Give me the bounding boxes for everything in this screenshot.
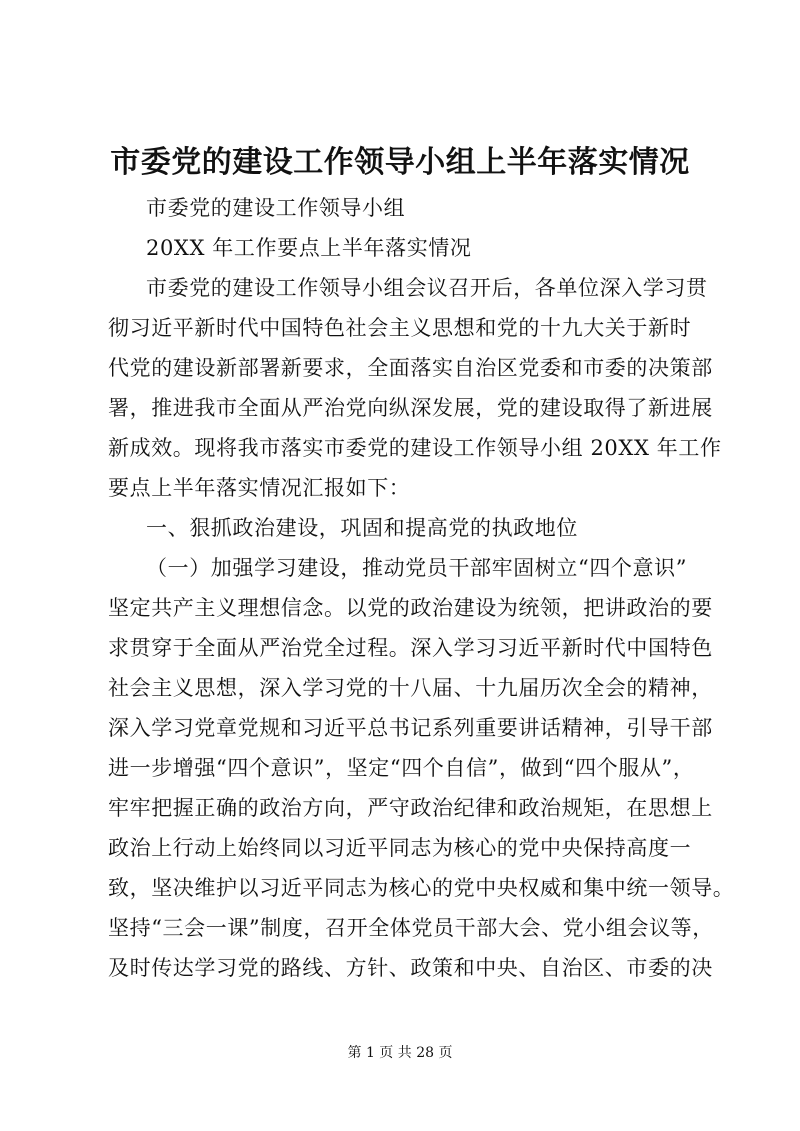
body-line: 要点上半年落实情况汇报如下： [108,476,411,500]
subsection-heading: （一）加强学习建设，推动党员干部牢固树立“四个意识” [146,556,688,580]
document-title: 市委党的建设工作领导小组上半年落实情况 [110,145,690,180]
body-line: 市委党的建设工作领导小组会议召开后，各单位深入学习贯 [146,276,708,300]
body-line: 进一步增强“四个意识”，坚定“四个自信”，做到“四个服从”， [108,756,695,780]
body-line: 深入学习党章党规和习近平总书记系列重要讲话精神，引导干部 [108,716,713,740]
body-line: 彻习近平新时代中国特色社会主义思想和党的十九大关于新时 [108,316,692,340]
body-line: 坚持“三会一课”制度，召开全体党员干部大会、党小组会议等， [108,916,714,940]
body-line: 牢牢把握正确的政治方向，严守政治纪律和政治规矩，在思想上 [108,796,713,820]
section-heading: 一、狠抓政治建设，巩固和提高党的执政地位 [146,516,578,540]
body-line: 坚定共产主义理想信念。以党的政治建设为统领，把讲政治的要 [108,596,713,620]
body-line: 代党的建设新部署新要求，全面落实自治区党委和市委的决策部 [108,356,713,380]
body-line: 致，坚决维护以习近平同志为核心的党中央权威和集中统一领导。 [108,876,735,900]
subtitle-line-2: 20XX 年工作要点上半年落实情况 [146,236,472,260]
body-line: 求贯穿于全面从严治党全过程。深入学习习近平新时代中国特色 [108,636,713,660]
subtitle-line-1: 市委党的建设工作领导小组 [146,196,406,220]
body-line: 新成效。现将我市落实市委党的建设工作领导小组 20XX 年工作 [108,436,722,460]
page-number-footer: 第 1 页 共 28 页 [347,1045,453,1061]
body-line: 社会主义思想，深入学习党的十八届、十九届历次全会的精神， [108,676,713,700]
body-line: 署，推进我市全面从严治党向纵深发展，党的建设取得了新进展 [108,396,713,420]
body-line: 及时传达学习党的路线、方针、政策和中央、自治区、市委的决 [108,956,713,980]
body-line: 政治上行动上始终同以习近平同志为核心的党中央保持高度一 [108,836,692,860]
